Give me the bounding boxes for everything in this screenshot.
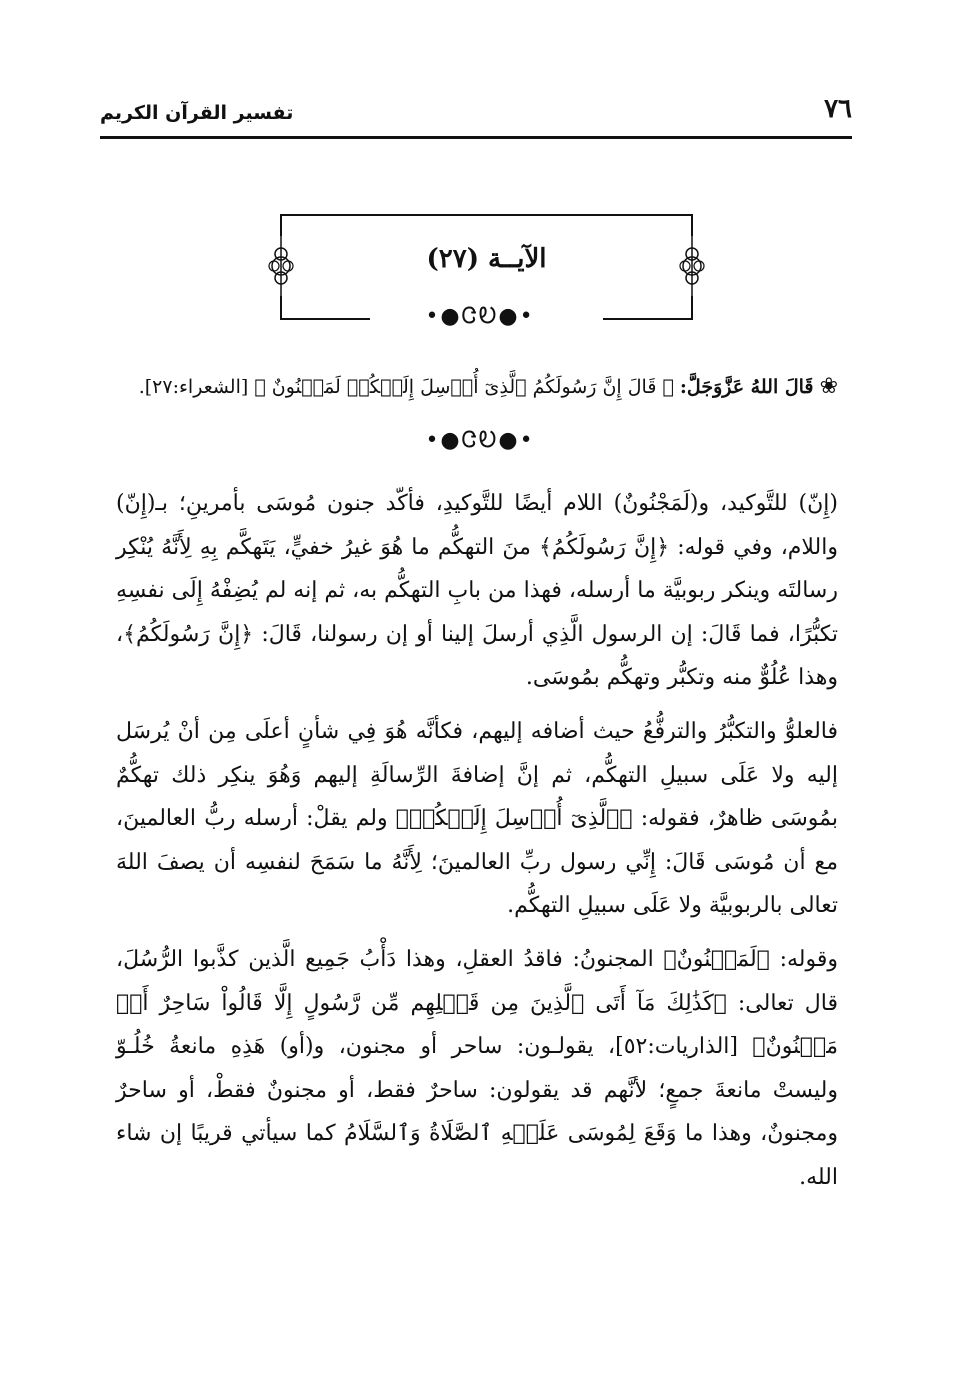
ornamental-divider: •●ᏣᎧ●• bbox=[425, 428, 535, 453]
commentary-body bbox=[116, 482, 838, 1210]
quote-text: ﴿ قَالَ إِنَّ رَسُولَكُمُ ٱلَّذِىٓ أُرۡسِلَ إِلَيۡكُمۡ لَمَجۡنُونٌ ﴾ [الشعراء:٢٧]. bbox=[138, 376, 674, 398]
ornamental-divider: •●ᏣᎧ●• bbox=[425, 304, 535, 329]
page-header bbox=[100, 92, 852, 139]
paragraph: وقوله: ﴿لَمَجۡنُونٌ﴾ المجنونُ: فاقدُ العقلِ، وهذا دَأْبُ جَمِيع الَّذين كذَّبوا الرُّسُلَ، قال تعالى: ﴿كَذَٰلِكَ مَآ أَتَى ٱلَّذِينَ مِن قَبۡلِهِم مِّن رَّسُولٍ إِلَّا قَالُواْ سَاحِرٌ أَوۡ مَجۡنُونٌ﴾ [الذاريات:٥٢]، يقولـون: ساحر أو مجنون، و(أو) هَذِهِ مانعةُ خُلُـوّ وليستْ مانعةَ جمعٍ؛ لأنَّهم قد يقولون: ساحرٌ فقط، أو مجنونٌ فقطْ، أو ساحرٌ ومجنونٌ، وهذا ما وَقَعَ لِمُوسَى عَلَيۡهِ ٱلصَّلَاةُ وَٱلسَّلَامُ كما سيأتي قريبًا إن شاء الله. bbox=[116, 946, 838, 1190]
quote-lead: قَالَ اللهُ عَزَّوَجَلَّ: bbox=[679, 376, 814, 398]
paragraph: (إِنّ) للتَّوكيد، و(لَمَجْنُونٌ) اللام أيضًا للتَّوكيدِ، فأكّد جنون مُوسَى بأمرينِ؛ بـ(إِنّ) واللام، وفي قوله: ﴿إِنَّ رَسُولَكُمُ﴾ منَ التهكُّم ما هُوَ غيرُ خفيٍّ، يَتَهكَّم بِهِ لِأَنَّهُ يُنْكِر رسالتَه وينكر ربوبيَّة ما أرسله، فهذا من بابِ التهكُّم به، ثم إنه لم يُضِفْهُ إِلَى نفسِهِ تكبُّرًا، فما قَالَ: إن الرسول الَّذِي أرسلَ إلينا أو إن رسولنا، قَالَ: ﴿إِنَّ رَسُولَكُمُ﴾، وهذا عُلُوٌّ منه وتكبُّر وتهكُّم بمُوسَى. bbox=[116, 491, 838, 691]
verse-heading: الآيــة (٢٧) bbox=[426, 244, 547, 274]
book-title: تفسير القرآن الكريم bbox=[100, 102, 294, 124]
flower-star-icon: ❀ bbox=[819, 374, 838, 399]
page-number: ٧٦ bbox=[824, 94, 852, 124]
verse-quote bbox=[116, 374, 838, 399]
paragraph: فالعلوُّ والتكبُّرُ والترفُّعُ حيث أضافه إليهم، فكأنَّه هُوَ فِي شأنٍ أعلَى مِن أنْ يُرسَل إليه ولا عَلَى سبيلِ التهكُّم، ثم إنَّ إضافةَ الرِّسالَةِ إليهم وَهُوَ ينكِر ذلك تهكُّمٌ بمُوسَى ظاهرٌ، فقوله: ﴿ٱلَّذِىٓ أُرۡسِلَ إِلَيۡكُمۡ﴾ ولم يقلْ: أرسله ربُّ العالمينَ، مع أن مُوسَى قَالَ: إِنِّي رسول ربِّ العالمينَ؛ لِأَنَّهُ ما سَمَحَ لنفسِه أن يصفَ اللهَ تعالى بالربوبيَّة ولا عَلَى سبيلِ التهكُّم. bbox=[116, 718, 838, 919]
